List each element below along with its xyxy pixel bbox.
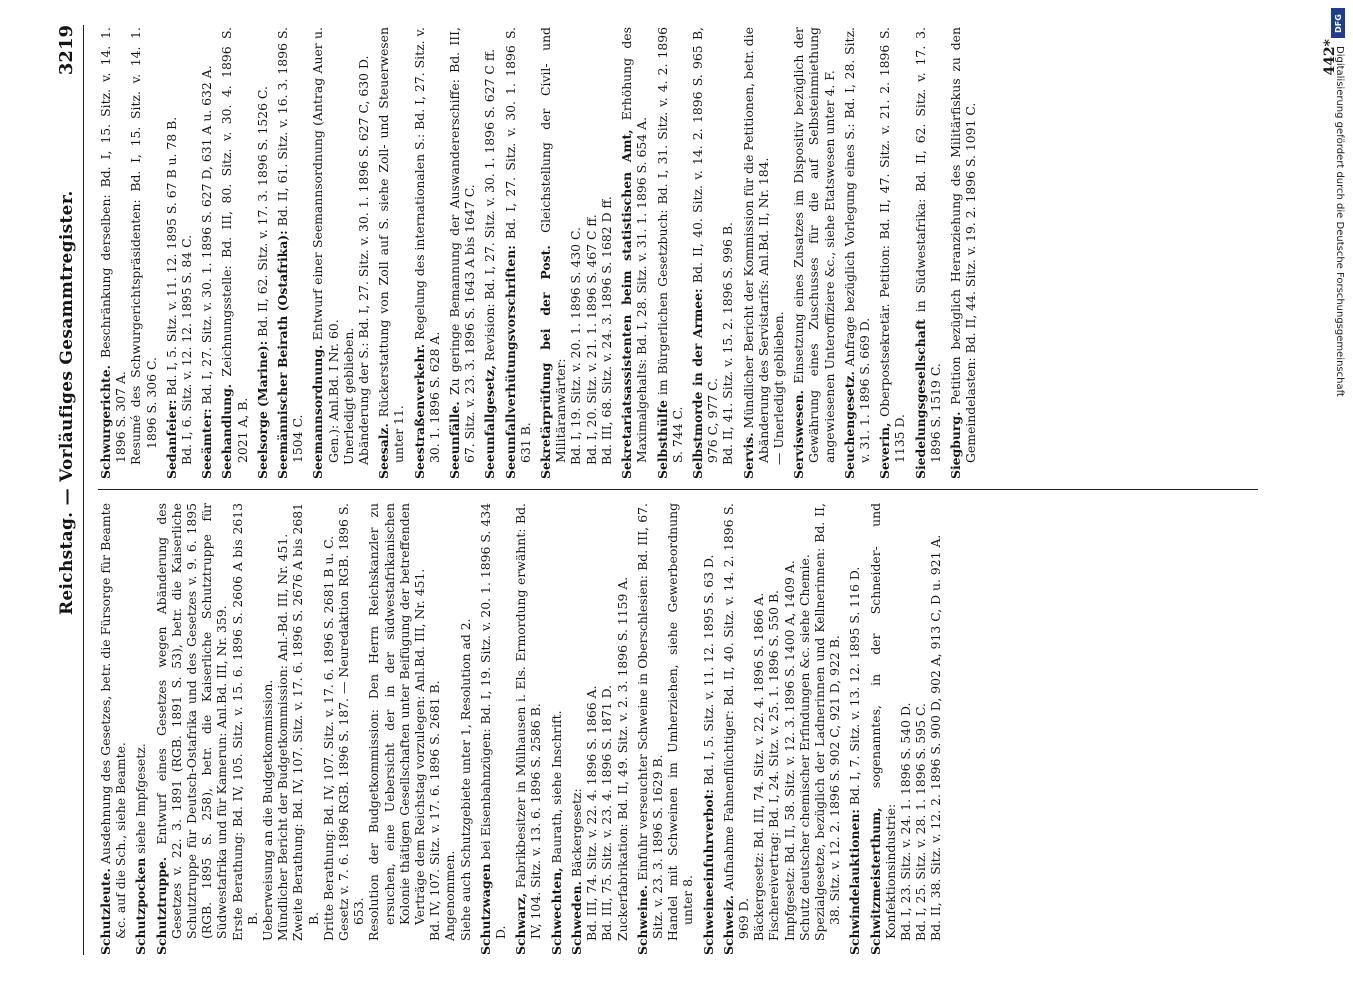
column-divider bbox=[98, 489, 1258, 490]
index-entry bbox=[133, 503, 148, 955]
index-entry bbox=[842, 27, 872, 479]
entry-heading: Seeunfallverhütungsvorschriften: bbox=[502, 245, 518, 479]
entry-text: in Südwestafrika: Bd. II, 62. Sitz. v. 17. 3. 1896 S. 1519 C. bbox=[912, 27, 943, 463]
entry-heading: Seeämter: bbox=[199, 408, 215, 479]
entry-heading: Selbstmorde in der Armee: bbox=[689, 288, 705, 479]
running-title: Reichstag. — Vorläufiges Gesammtregister. bbox=[57, 190, 77, 615]
entry-text: Fabrikbesitzer in Mülhausen i. Els. Ermordung erwähnt: Bd. IV, 104. Sitz. v. 13. 6. 1896 S. 2586 B. bbox=[513, 503, 544, 939]
entry-text: Entwurf eines Gesetzes wegen Abänderung des Gesetzes v. 22. 3. 1891 (RGB. 1891 S. 53), betr. die Kaiserliche Schutztruppe für Deutsch-Ostafrika und des Gesetzes v. 9. 6. 1895 (RGB. 1895 S. 258), betr. die Kaiserliche Schutztruppe für Südwestafrika und für Kamerun: Anl.Bd. III, Nr. 359. bbox=[153, 503, 230, 939]
index-entry bbox=[741, 27, 787, 479]
signature-mark: 442* bbox=[1322, 39, 1338, 76]
entry-text: Erste Berathung: Bd. IV, 105. Sitz. v. 15. 6. 1896 S. 2606 A bis 2613 B. bbox=[229, 503, 260, 941]
entry-text: Mündlicher Bericht der Budgetkommission: Anl.-Bd. III, Nr. 451. bbox=[275, 533, 291, 941]
entry-heading: Seuchengesetz. bbox=[841, 371, 857, 479]
entry-text: Bd. I, 7. Sitz. v. 13. 12. 1895 S. 116 D. bbox=[847, 566, 863, 806]
index-entry bbox=[791, 27, 837, 479]
entry-text: Aufnahme Fahnenflüchtiger: Bd. II, 40. Sitz. v. 14. 2. 1896 S. 969 D. bbox=[720, 503, 751, 939]
entry-text: Einsetzung eines Zusatzes im Dispositiv bezüglich der Gewährung eines Zuschusses für die auf Selbsteinmiethung angewiesenen Unteroffiziere &c., siehe Etatswesen unter 4. F. bbox=[791, 27, 837, 463]
entry-heading: Servis. bbox=[740, 432, 756, 479]
entry-text: Schutz deutscher chemischer Erfindungen &c. siehe Chemie. bbox=[796, 554, 812, 941]
entry-text: Bd. II, 40. Sitz. v. 14. 2. 1896 S. 965 B, 976 C, 977 C. bbox=[689, 27, 721, 463]
index-entry bbox=[255, 27, 270, 479]
index-entry bbox=[868, 503, 944, 955]
right-column bbox=[98, 27, 1258, 479]
entry-text: sogenanntes, in der Schneider- und Konfektionsindustrie: bbox=[867, 503, 898, 939]
entry-text: Regelung des internationalen S.: Bd. I, 27. Sitz. v. 30. 1. 1896 S. 628 A. bbox=[411, 27, 442, 463]
entry-text: Bäckergesetz: Bd. III, 74. Sitz. v. 22. 4. 1896 S. 1866 A. bbox=[751, 592, 767, 941]
entry-heading: Siedelungsgesellschaft bbox=[912, 319, 928, 479]
entry-heading: Schweineeinfuhrverbot: bbox=[700, 789, 716, 955]
entry-text: Spezialgesetze, bezüglich der Ladnerinnen und Kellnerinnen: Bd. II, 38. Sitz. v. 12. 2. 1896 S. 902 C, 921 D, 922 B. bbox=[811, 503, 843, 941]
index-entry bbox=[98, 27, 159, 479]
entry-text: Unerledigt geblieben. bbox=[340, 327, 356, 465]
entry-heading: Seeunfälle. bbox=[447, 401, 463, 479]
entry-text: Fischereivertrag: Bd. I, 24. Sitz. v. 25. 1. 1896 S. 550 B. bbox=[766, 590, 782, 941]
entry-text: Bd. II, 38. Sitz. v. 12. 2. 1896 S. 900 D, 902 A, 913 C, D u. 921 A. bbox=[928, 534, 944, 941]
index-entry bbox=[635, 503, 696, 955]
index-entry bbox=[619, 27, 649, 479]
entry-heading: Serviswesen. bbox=[791, 390, 807, 479]
entry-heading: Sedanfeier: bbox=[163, 399, 179, 479]
entry-heading: Severin, bbox=[877, 422, 893, 479]
entry-text: Mündlicher Bericht der Kommission für die Petitionen, betr. die Abänderung des Servistarifs: Anl.Bd. II, Nr. 184. bbox=[740, 27, 771, 463]
entry-text: — Unerledigt geblieben. bbox=[770, 311, 786, 465]
entry-text: Bäckergesetz: bbox=[568, 788, 584, 878]
entry-heading: Seeunfallgesetz, bbox=[482, 365, 498, 479]
entry-heading: Seemannsordnung. bbox=[310, 344, 326, 479]
entry-heading: Seelsorge (Marine): bbox=[254, 340, 270, 479]
index-entry bbox=[690, 27, 736, 479]
entry-text: Gesetz v. 7. 6. 1896 RGB. 1896 S. 187. — Neuredaktion RGB. 1896 S. 653. bbox=[336, 503, 367, 941]
index-entry bbox=[877, 27, 907, 479]
entry-text: Resolution der Budgetkommission: Den Herrn Reichskanzler zu ersuchen, eine Uebersicht der in der südwestafrikanischen Kolonie thätigen Gesellschaften unter Beifügung der betreffenden Verträge dem Reichstag vorzulegen: Anl.Bd. III, Nr. 451. bbox=[366, 503, 428, 941]
entry-text: Dritte Berathung: Bd. IV, 107. Sitz. v. 17. 6. 1896 S. 2681 B u. C. bbox=[320, 535, 336, 941]
entry-text: Zweite Berathung: Bd. IV, 107. Sitz. v. 17. 6. 1896 S. 2676 A bis 2681 B. bbox=[290, 503, 321, 941]
index-entry bbox=[219, 27, 249, 479]
entry-heading: Sekretärprüfung bei der Post. bbox=[538, 245, 554, 479]
entry-text: Bd. I, 23. Sitz. v. 24. 1. 1896 S. 540 D. bbox=[897, 702, 913, 941]
page-header bbox=[40, 25, 84, 955]
entry-text: Bd. II, 61. Sitz. v. 16. 3. 1896 S. 1504 C. bbox=[275, 27, 306, 463]
entry-text: Resumé des Schwurgerichtspräsidenten: Bd. I, 15. Sitz. v. 14. 1. 1896 S. 306 C. bbox=[128, 27, 159, 465]
entry-heading: Schwindelauktionen: bbox=[847, 809, 863, 955]
entry-text: Bd. III, 74. Sitz. v. 22. 4. 1896 S. 1866 A. bbox=[584, 685, 600, 941]
entry-heading: Seesalz. bbox=[376, 423, 392, 479]
index-entry bbox=[275, 27, 305, 479]
digitization-margin bbox=[1331, 8, 1347, 993]
entry-text: Bd. I, 5. Sitz. v. 11. 12. 1895 S. 67 B u. 78 B. bbox=[163, 116, 179, 396]
entry-text: Bd. III, 68. Sitz. v. 24. 3. 1896 S. 1682 D ff. bbox=[598, 196, 614, 465]
index-entry bbox=[482, 27, 497, 479]
entry-heading: Schwechten, bbox=[548, 867, 564, 955]
entry-heading: Seestraßenverkehr. bbox=[411, 343, 427, 479]
entry-heading: Schutzwagen bbox=[477, 863, 493, 955]
index-entry bbox=[447, 27, 477, 479]
index-entry bbox=[98, 503, 128, 955]
index-entry bbox=[412, 27, 442, 479]
entry-heading: Schwarz, bbox=[513, 892, 529, 955]
index-entry bbox=[847, 503, 862, 955]
entry-text: Gleichstellung der Civil- und Militäranwärter: bbox=[538, 27, 569, 463]
entry-text: Erhöhung des Maximalgehalts: Bd. I, 28. Sitz. v. 31. 1. 1896 S. 654 A. bbox=[619, 27, 650, 463]
index-entry bbox=[513, 503, 543, 955]
entry-text: Bd. II, 41. Sitz. v. 15. 2. 1896 S. 996 B. bbox=[720, 222, 736, 465]
entry-text: Bd. II, 62. Sitz. v. 17. 3. 1896 S. 1526 C. bbox=[254, 86, 270, 337]
index-entry bbox=[569, 503, 630, 955]
index-entry bbox=[154, 503, 473, 955]
entry-text: Impfgesetz: Bd. II, 58. Sitz. v. 12. 3. 1896 S. 1400 A, 1409 A. bbox=[781, 560, 797, 941]
left-column bbox=[98, 503, 1258, 955]
entry-text: Siehe auch Schutzgebiete unter 1, Resolution ad 2. bbox=[457, 618, 473, 941]
index-entry bbox=[310, 27, 371, 479]
entry-heading: Schweiz. bbox=[720, 894, 736, 955]
index-entry bbox=[376, 27, 406, 479]
entry-text: im Bürgerlichen Gesetzbuch: Bd. I, 31. Sitz. v. 4. 2. 1896 S. 744 C. bbox=[654, 27, 685, 463]
entry-text: siehe Impfgesetz. bbox=[133, 743, 149, 854]
entry-text: Bd. I, 5. Sitz. v. 11. 12. 1895 S. 63 D. bbox=[700, 554, 716, 786]
index-entry bbox=[655, 27, 685, 479]
index-entry bbox=[549, 503, 564, 955]
entry-heading: Siegburg. bbox=[947, 411, 963, 479]
entry-text: Handel mit Schweinen im Umherziehen, siehe Gewerbeordnung unter 8. bbox=[665, 503, 696, 941]
entry-text: Beschränkung derselben: Bd. I, 15. Sitz. v. 14. 1. 1896 S. 307 A. bbox=[98, 27, 129, 463]
entry-text: Petition bezüglich Heranziehung des Militärfiskus zu den Gemeindelasten: Bd. II, 44. Sitz. v. 19. 2. 1896 S. 1091 C. bbox=[947, 27, 979, 463]
entry-text: Revision: Bd. I, 27. Sitz. v. 30. 1. 1896 S. 627 C ff. bbox=[482, 48, 498, 362]
entry-text: Entwurf einer Seemannsordnung (Antrag Auer u. Gen.): Anl.Bd. I Nr. 60. bbox=[310, 27, 341, 463]
entry-text: Angenommen. bbox=[442, 850, 458, 941]
entry-heading: Schweden. bbox=[568, 881, 584, 955]
entry-text: Einfuhr verseuchter Schweine in Oberschlesien: Bd. III, 67. Sitz. v. 23. 3. 1896 S. 1629 B. bbox=[634, 503, 665, 939]
entry-text: Bd. I, 19. Sitz. v. 20. 1. 1896 S. 430 C. bbox=[568, 227, 584, 465]
entry-heading: Schwitzmeisterthum, bbox=[867, 807, 883, 955]
entry-text: Ueberweisung an die Budgetkommission. bbox=[260, 679, 276, 941]
index-entry bbox=[701, 503, 716, 955]
entry-text: Bd. III, 75. Sitz. v. 23. 4. 1896 S. 1871 D. bbox=[599, 684, 615, 941]
index-entry bbox=[913, 27, 943, 479]
index-entry bbox=[164, 27, 194, 479]
entry-heading: Schutzleute. bbox=[98, 868, 113, 955]
entry-text: Abänderung der S.: Bd. I, 27. Sitz. v. 30. 1. 1896 S. 627 C, 630 D. bbox=[356, 55, 372, 465]
index-entry bbox=[478, 503, 508, 955]
entry-text: Rückerstattung von Zoll auf S. siehe Zoll- und Steuerwesen unter 11. bbox=[376, 27, 407, 463]
entry-text: Baurath, siehe Inschrift. bbox=[548, 710, 564, 864]
index-entry bbox=[948, 27, 978, 479]
entry-heading: Schutzpocken bbox=[133, 857, 149, 955]
entry-text: Bd. I, 20. Sitz. v. 21. 1. 1896 S. 467 C ff. bbox=[583, 214, 599, 465]
entry-text: Ausdehnung des Gesetzes, betr. die Fürsorge für Beamte &c. auf die Sch., siehe Beamte. bbox=[98, 503, 129, 939]
index-entry bbox=[721, 503, 843, 955]
entry-text: Bd. I, 27. Sitz. v. 30. 1. 1896 S. 627 D, 631 A u. 632 A. bbox=[199, 65, 215, 405]
dfg-logo: DFG bbox=[1331, 8, 1345, 38]
entry-heading: Schwurgerichte. bbox=[98, 365, 113, 479]
index-entry bbox=[503, 27, 533, 479]
index-entry bbox=[199, 27, 214, 479]
entry-text: Bd. I, 25. Sitz. v. 28. 1. 1896 S. 595 C. bbox=[913, 703, 929, 941]
entry-heading: Schweine. bbox=[634, 885, 650, 955]
entry-text: Bd. I, 27. Sitz. v. 30. 1. 1896 S. 631 B. bbox=[502, 27, 533, 463]
entry-text: bei Eisenbahnzügen: Bd. I, 19. Sitz. v. 20. 1. 1896 S. 434 D. bbox=[477, 503, 509, 939]
entry-heading: Schutztruppe. bbox=[153, 856, 169, 955]
entry-text: Anfrage bezüglich Vorlegung eines S.: Bd. I, 28. Sitz. v. 31. 1. 1896 S. 669 D. bbox=[841, 27, 872, 463]
register-page bbox=[40, 15, 1340, 975]
entry-heading: Seemännischer Beirath (Ostafrika): bbox=[275, 230, 291, 479]
entry-text: Bd. IV, 107. Sitz. v. 17. 6. 1896 S. 2681 B. bbox=[427, 680, 443, 941]
entry-heading: Selbsthülfe bbox=[654, 400, 670, 479]
page-number: 3219 bbox=[56, 25, 77, 76]
entry-heading: Seehandlung. bbox=[219, 383, 235, 479]
entry-text: Zeichnungsstelle: Bd. III, 80. Sitz. v. 30. 4. 1896 S. 2021 A, B. bbox=[219, 27, 250, 463]
digitization-note: Digitalisierung gefördert durch die Deutsche Forschungsgemeinschaft bbox=[1334, 46, 1345, 397]
entry-text: Zu geringe Bemannung der Auswandererschiffe: Bd. III, 67. Sitz. v. 23. 3. 1896 S. 1643 A bis 1647 C. bbox=[447, 27, 478, 463]
index-entry bbox=[538, 27, 614, 479]
entry-text: Bd. I, 6. Sitz. v. 12. 12. 1895 S. 84 C. bbox=[179, 234, 195, 465]
entry-text: Zuckerfabrikation: Bd. II, 49. Sitz. v. 2. 3. 1896 S. 1159 A. bbox=[614, 576, 630, 941]
entry-text: Oberpostsekretär. Petition: Bd. II, 47. Sitz. v. 21. 2. 1896 S. 1135 D. bbox=[877, 27, 908, 463]
entry-heading: Sekretariatsassistenten beim statistischen Amt, bbox=[619, 129, 635, 479]
